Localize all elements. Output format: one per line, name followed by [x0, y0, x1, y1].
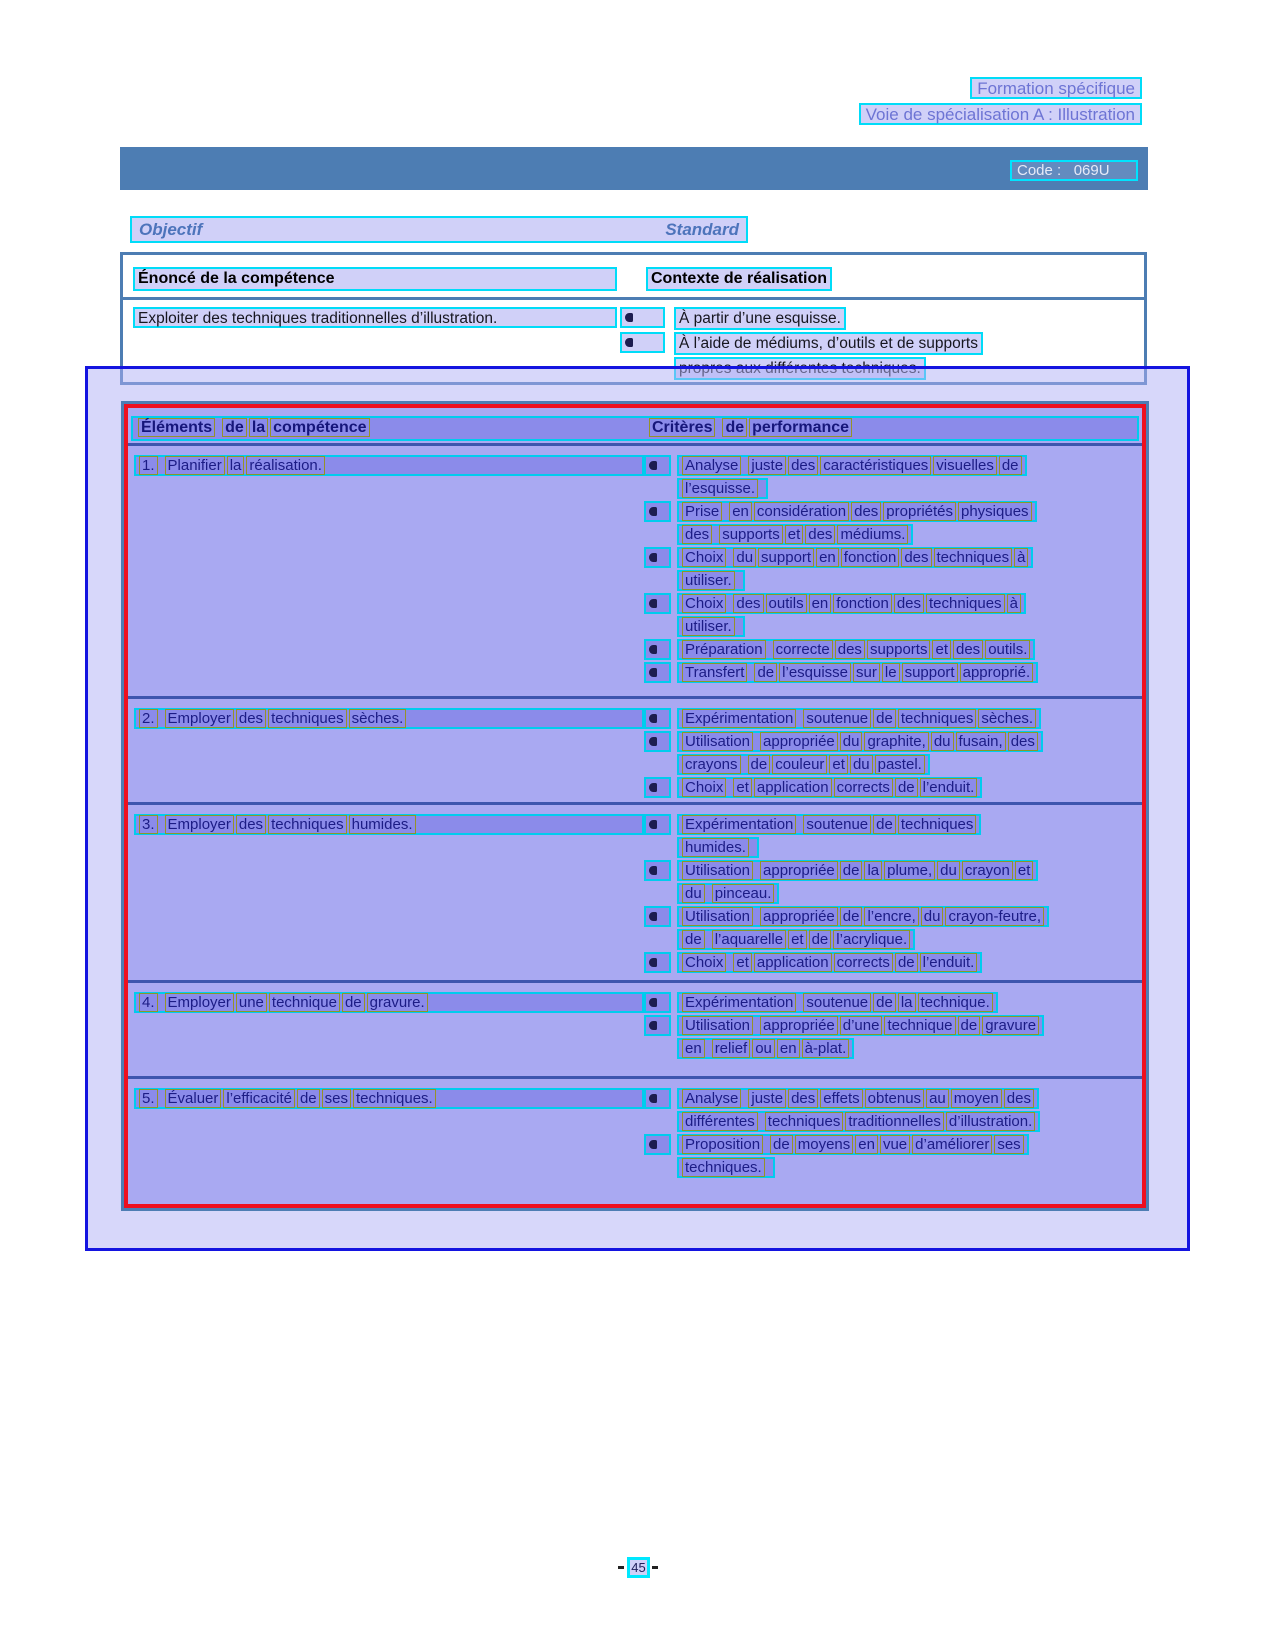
- word-box: Expérimentation: [682, 993, 796, 1012]
- word-box: soutenue: [803, 709, 871, 728]
- word-box: la: [227, 456, 245, 475]
- word-box: le: [882, 663, 900, 682]
- bullet-icon: [644, 814, 671, 835]
- criterion-line: [644, 455, 1142, 476]
- bullet-icon: [644, 501, 671, 522]
- word-box: pastel.: [875, 755, 925, 774]
- word-box: l’aquarelle: [712, 930, 786, 949]
- word-box: la: [864, 861, 882, 880]
- word-box: Proposition: [682, 1135, 763, 1154]
- word-box: fusain,: [956, 732, 1006, 751]
- criterion-text: [677, 616, 745, 637]
- word-box: d’une: [840, 1016, 883, 1035]
- word-box: moyens: [795, 1135, 854, 1154]
- word-box: 5.: [139, 1089, 158, 1108]
- criterion-text: [677, 837, 759, 858]
- word-box: de: [222, 418, 247, 437]
- criterion-line-continuation: [644, 1157, 1142, 1178]
- bullet-icon: [644, 1134, 671, 1155]
- word-box: compétence: [270, 418, 369, 437]
- bullet-icon: [644, 455, 671, 476]
- criterion-line: [644, 1088, 1142, 1109]
- word-box: humides.: [682, 838, 749, 857]
- word-box: Employer: [165, 993, 234, 1012]
- criterion-line: [644, 593, 1142, 614]
- word-box: des: [1008, 732, 1038, 751]
- header-line-voie: Voie de spécialisation A : Illustration: [859, 103, 1142, 125]
- word-box: sèches.: [978, 709, 1036, 728]
- criterion-line: [644, 860, 1142, 881]
- word-box: ou: [752, 1039, 775, 1058]
- word-box: de: [297, 1089, 320, 1108]
- bullet-icon: [644, 547, 671, 568]
- word-box: support: [902, 663, 958, 682]
- word-box: techniques: [926, 594, 1005, 613]
- word-box: appropriée: [760, 861, 838, 880]
- criteria-cell: [644, 1088, 1142, 1204]
- elements-table: [124, 404, 1146, 1208]
- criterion-text: [677, 1157, 775, 1178]
- word-box: Éléments: [138, 418, 215, 437]
- word-box: de: [840, 907, 863, 926]
- word-box: à: [1014, 548, 1028, 567]
- word-box: humides.: [349, 815, 416, 834]
- word-box: techniques: [268, 709, 347, 728]
- criterion-text: [677, 524, 913, 545]
- criterion-text: [677, 992, 998, 1013]
- word-box: du: [937, 861, 960, 880]
- standard-label: Standard: [665, 219, 739, 239]
- word-box: Expérimentation: [682, 709, 796, 728]
- word-box: du: [931, 732, 954, 751]
- word-box: en: [777, 1039, 800, 1058]
- criterion-text: [677, 731, 1043, 752]
- bullet-icon: [644, 992, 671, 1013]
- word-box: différentes: [682, 1112, 758, 1131]
- word-box: en: [855, 1135, 878, 1154]
- word-box: ses: [994, 1135, 1023, 1154]
- bullet-icon: [644, 731, 671, 752]
- word-box: techniques: [898, 815, 977, 834]
- word-box: couleur: [772, 755, 827, 774]
- word-box: Employer: [165, 815, 234, 834]
- word-box: en: [816, 548, 839, 567]
- criterion-line: [644, 1015, 1142, 1036]
- criterion-line-continuation: [644, 616, 1142, 637]
- word-box: l’enduit.: [920, 953, 978, 972]
- bullet-icon: [644, 860, 671, 881]
- criterion-text: [677, 1038, 854, 1059]
- word-box: de: [895, 953, 918, 972]
- word-box: appropriée: [760, 732, 838, 751]
- word-box: de: [748, 755, 771, 774]
- word-box: Choix: [682, 953, 726, 972]
- word-box: Expérimentation: [682, 815, 796, 834]
- word-box: de: [999, 456, 1022, 475]
- criteria-cell: [644, 455, 1142, 696]
- criterion-line: [644, 906, 1142, 927]
- word-box: pinceau.: [712, 884, 775, 903]
- context-line: À l’aide de médiums, d’outils et de supports: [674, 332, 983, 355]
- word-box: de: [895, 778, 918, 797]
- elements-table-row: [128, 1079, 1142, 1204]
- elements-table-row: [128, 699, 1142, 805]
- word-box: des: [1004, 1089, 1034, 1108]
- word-box: l’efficacité: [223, 1089, 295, 1108]
- criterion-text: [677, 547, 1033, 568]
- word-box: effets: [820, 1089, 862, 1108]
- criteria-cell: [644, 708, 1142, 802]
- criterion-line: [644, 777, 1142, 798]
- enonce-header: Énoncé de la compétence: [133, 267, 617, 291]
- word-box: des: [851, 502, 881, 521]
- criterion-text: [677, 639, 1035, 660]
- criterion-text: [677, 1088, 1039, 1109]
- word-box: Analyse: [682, 1089, 741, 1108]
- word-box: du: [850, 755, 873, 774]
- word-box: et: [829, 755, 848, 774]
- word-box: Évaluer: [165, 1089, 222, 1108]
- word-box: crayons: [682, 755, 741, 774]
- element-label: [134, 814, 644, 835]
- criterion-line: [644, 992, 1142, 1013]
- word-box: Analyse: [682, 456, 741, 475]
- word-box: visuelles: [933, 456, 997, 475]
- context-item: [620, 332, 983, 355]
- word-box: 2.: [139, 709, 158, 728]
- word-box: corrects: [834, 778, 893, 797]
- word-box: la: [898, 993, 916, 1012]
- word-box: médiums.: [837, 525, 908, 544]
- bullet-icon: [620, 332, 665, 353]
- word-box: de: [722, 418, 747, 437]
- word-box: approprié.: [960, 663, 1034, 682]
- word-box: utiliser.: [682, 571, 735, 590]
- word-box: l’esquisse: [779, 663, 851, 682]
- word-box: 1.: [139, 456, 158, 475]
- word-box: moyen: [951, 1089, 1002, 1108]
- criterion-line-continuation: [644, 883, 1142, 904]
- word-box: des: [835, 640, 865, 659]
- criterion-line: [644, 952, 1142, 973]
- criterion-text: [677, 662, 1038, 683]
- word-box: support: [758, 548, 814, 567]
- word-box: de: [682, 930, 705, 949]
- word-box: vue: [880, 1135, 910, 1154]
- word-box: traditionnelles: [845, 1112, 944, 1131]
- word-box: propriétés: [883, 502, 956, 521]
- criterion-line: [644, 814, 1142, 835]
- word-box: crayon-feutre,: [945, 907, 1044, 926]
- criterion-text: [677, 860, 1038, 881]
- criterion-line-continuation: [644, 570, 1142, 591]
- word-box: application: [754, 778, 832, 797]
- word-box: Critères: [649, 418, 715, 437]
- criterion-text: [677, 814, 981, 835]
- objectif-standard-row: [130, 216, 748, 243]
- element-label: [134, 708, 644, 729]
- element-cell: [128, 1088, 644, 1204]
- word-box: Utilisation: [682, 861, 753, 880]
- word-box: d’améliorer: [912, 1135, 992, 1154]
- word-box: outils.: [985, 640, 1030, 659]
- criterion-line-continuation: [644, 1038, 1142, 1059]
- word-box: 3.: [139, 815, 158, 834]
- element-label: [134, 455, 644, 476]
- word-box: des: [788, 456, 818, 475]
- objectif-label: Objectif: [139, 219, 203, 239]
- word-box: obtenus: [865, 1089, 924, 1108]
- word-box: une: [236, 993, 267, 1012]
- word-box: Transfert: [682, 663, 747, 682]
- word-box: gravure: [982, 1016, 1039, 1035]
- criterion-line: [644, 1134, 1142, 1155]
- criterion-text: [677, 1111, 1040, 1132]
- criterion-line: [644, 662, 1142, 683]
- elements-table-row: [128, 805, 1142, 983]
- criterion-text: [677, 455, 1027, 476]
- element-cell: [128, 455, 644, 696]
- code-value: Code : 069U: [1010, 160, 1138, 181]
- criterion-line-continuation: [644, 837, 1142, 858]
- criterion-text: [677, 593, 1026, 614]
- word-box: physiques: [958, 502, 1032, 521]
- word-box: sur: [853, 663, 880, 682]
- word-box: correcte: [773, 640, 833, 659]
- criterion-text: [677, 708, 1041, 729]
- word-box: juste: [748, 456, 786, 475]
- criterion-text: [677, 952, 982, 973]
- bullet-icon: [644, 777, 671, 798]
- bullet-icon: [644, 708, 671, 729]
- word-box: Utilisation: [682, 1016, 753, 1035]
- word-box: l’esquisse.: [682, 479, 758, 498]
- word-box: relief: [712, 1039, 751, 1058]
- word-box: et: [733, 778, 752, 797]
- elements-table-header: [128, 408, 1142, 446]
- word-box: Préparation: [682, 640, 766, 659]
- word-box: du: [733, 548, 756, 567]
- bullet-icon: [644, 593, 671, 614]
- word-box: fonction: [833, 594, 892, 613]
- artifact-mark: [618, 1566, 624, 1569]
- word-box: techniques.: [353, 1089, 436, 1108]
- criterion-text: [677, 1134, 1029, 1155]
- word-box: au: [926, 1089, 949, 1108]
- bullet-icon: [644, 662, 671, 683]
- element-label: [134, 1088, 644, 1109]
- bullet-icon: [644, 1088, 671, 1109]
- criterion-text: [677, 570, 745, 591]
- word-box: sèches.: [349, 709, 407, 728]
- word-box: des: [901, 548, 931, 567]
- word-box: du: [682, 884, 705, 903]
- element-cell: [128, 708, 644, 802]
- criterion-line: [644, 639, 1142, 660]
- elements-table-row: [128, 446, 1142, 699]
- element-label: [134, 992, 644, 1013]
- word-box: graphite,: [864, 732, 928, 751]
- word-box: ses: [322, 1089, 351, 1108]
- word-box: soutenue: [803, 993, 871, 1012]
- word-box: technique: [884, 1016, 955, 1035]
- word-box: fonction: [841, 548, 900, 567]
- elements-table-row: [128, 983, 1142, 1079]
- word-box: Utilisation: [682, 732, 753, 751]
- word-box: de: [873, 993, 896, 1012]
- criterion-line-continuation: [644, 1111, 1142, 1132]
- criterion-line: [644, 708, 1142, 729]
- criterion-line-continuation: [644, 929, 1142, 950]
- word-box: de: [809, 930, 832, 949]
- word-box: des: [788, 1089, 818, 1108]
- criterion-line-continuation: [644, 524, 1142, 545]
- word-box: des: [682, 525, 712, 544]
- word-box: de: [342, 993, 365, 1012]
- word-box: technique.: [918, 993, 993, 1012]
- word-box: performance: [749, 418, 852, 437]
- contexte-header: Contexte de réalisation: [646, 267, 832, 291]
- word-box: application: [754, 953, 832, 972]
- word-box: l’enduit.: [920, 778, 978, 797]
- word-box: caractéristiques: [820, 456, 931, 475]
- word-box: en: [809, 594, 832, 613]
- criterion-line: [644, 547, 1142, 568]
- word-box: et: [788, 930, 807, 949]
- word-box: de: [754, 663, 777, 682]
- word-box: Choix: [682, 548, 726, 567]
- word-box: l’encre,: [864, 907, 918, 926]
- word-box: Choix: [682, 594, 726, 613]
- word-box: des: [953, 640, 983, 659]
- competence-statement: Exploiter des techniques traditionnelles d’illustration.: [133, 307, 617, 328]
- bullet-icon: [644, 639, 671, 660]
- word-box: Employer: [165, 709, 234, 728]
- word-box: en: [729, 502, 752, 521]
- header-line-formation: Formation spécifique: [970, 77, 1142, 99]
- element-cell: [128, 814, 644, 980]
- word-box: Planifier: [165, 456, 225, 475]
- word-box: 4.: [139, 993, 158, 1012]
- elements-header: [137, 419, 371, 437]
- word-box: du: [840, 732, 863, 751]
- word-box: des: [733, 594, 763, 613]
- word-box: l’acrylique.: [833, 930, 910, 949]
- word-box: appropriée: [760, 1016, 838, 1035]
- bullet-icon: [644, 906, 671, 927]
- word-box: Prise: [682, 502, 722, 521]
- word-box: et: [1015, 861, 1034, 880]
- word-box: du: [921, 907, 944, 926]
- criterion-text: [677, 777, 982, 798]
- criterion-text: [677, 501, 1037, 522]
- header-highlight-band: [131, 416, 1139, 441]
- word-box: à: [1007, 594, 1021, 613]
- word-box: et: [733, 953, 752, 972]
- criterion-text: [677, 929, 915, 950]
- word-box: de: [958, 1016, 981, 1035]
- word-box: réalisation.: [246, 456, 325, 475]
- criterion-line: [644, 501, 1142, 522]
- criterion-text: [677, 478, 768, 499]
- bullet-icon: [620, 307, 665, 328]
- word-box: appropriée: [760, 907, 838, 926]
- criteria-cell: [644, 814, 1142, 980]
- word-box: des: [236, 815, 266, 834]
- word-box: corrects: [834, 953, 893, 972]
- word-box: considération: [754, 502, 849, 521]
- word-box: outils: [766, 594, 807, 613]
- word-box: crayon: [962, 861, 1013, 880]
- word-box: la: [249, 418, 268, 437]
- artifact-mark: [652, 1566, 658, 1569]
- word-box: des: [236, 709, 266, 728]
- word-box: des: [894, 594, 924, 613]
- page-number: 45: [627, 1557, 650, 1578]
- element-cell: [128, 992, 644, 1076]
- standard-table-header: [123, 255, 1144, 300]
- word-box: des: [805, 525, 835, 544]
- word-box: supports: [867, 640, 931, 659]
- word-box: à-plat.: [802, 1039, 850, 1058]
- word-box: de: [840, 861, 863, 880]
- word-box: technique: [269, 993, 340, 1012]
- criteres-header: [648, 419, 853, 437]
- context-item: [620, 307, 846, 330]
- word-box: supports: [719, 525, 783, 544]
- word-box: gravure.: [367, 993, 428, 1012]
- word-box: et: [932, 640, 951, 659]
- criterion-text: [677, 906, 1049, 927]
- context-line: À partir d’une esquisse.: [674, 307, 846, 330]
- word-box: Utilisation: [682, 907, 753, 926]
- word-box: soutenue: [803, 815, 871, 834]
- code-bar: [120, 147, 1148, 190]
- criterion-line-continuation: [644, 478, 1142, 499]
- criterion-line: [644, 731, 1142, 752]
- word-box: en: [682, 1039, 705, 1058]
- word-box: utiliser.: [682, 617, 735, 636]
- word-box: techniques: [898, 709, 977, 728]
- word-box: plume,: [884, 861, 935, 880]
- criterion-line-continuation: [644, 754, 1142, 775]
- word-box: juste: [748, 1089, 786, 1108]
- bullet-icon: [644, 1015, 671, 1036]
- word-box: Choix: [682, 778, 726, 797]
- word-box: de: [873, 709, 896, 728]
- word-box: techniques.: [682, 1158, 765, 1177]
- word-box: techniques: [268, 815, 347, 834]
- criteria-cell: [644, 992, 1142, 1076]
- word-box: techniques: [934, 548, 1013, 567]
- word-box: techniques: [765, 1112, 844, 1131]
- word-box: de: [873, 815, 896, 834]
- criterion-text: [677, 883, 779, 904]
- bullet-icon: [644, 952, 671, 973]
- criterion-text: [677, 1015, 1044, 1036]
- word-box: de: [770, 1135, 793, 1154]
- criterion-text: [677, 754, 930, 775]
- word-box: d’illustration.: [946, 1112, 1035, 1131]
- word-box: et: [785, 525, 804, 544]
- elements-table-rows: [128, 446, 1142, 1204]
